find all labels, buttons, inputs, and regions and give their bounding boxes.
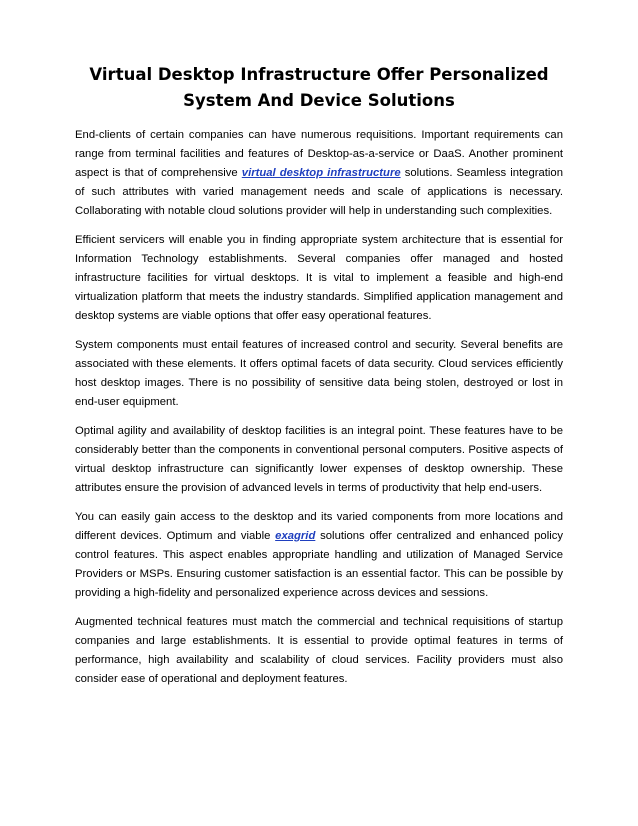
paragraph-6-text: Augmented technical features must match the commercial and technical requisitions of startup companies and large establishments. It is essential to provide optimal features in terms of performance, high availability and scalability of cloud services. Facility providers must also consider ease of operational and deployment features. [75, 616, 563, 685]
paragraph-1 [75, 126, 563, 221]
paragraph-5-text-b: solutions offer centralized and enhanced policy control features. This aspect enables appropriate handling and utilization of Managed Service Providers or MSPs. Ensuring customer satisfaction is an essential factor. This can be possible by providing a high-fidelity and personalized experience across devices and sessions. [75, 530, 564, 599]
paragraph-5 [75, 508, 563, 603]
paragraph-5-text-a: You can easily gain access to the desktop and its varied components from more locations and different devices. Optimum and viable [75, 511, 563, 542]
exagrid-link[interactable]: exagrid [275, 530, 316, 542]
virtual-desktop-infrastructure-link[interactable]: virtual desktop infrastructure [241, 167, 401, 179]
paragraph-1-text-a: End-clients of certain companies can have numerous requisitions. Important requirements can range from terminal facilities and features of Desktop-as-a-service or DaaS. Another prominent aspect is that of comprehensive [75, 129, 563, 179]
paragraph-4-text: Optimal agility and availability of desktop facilities is an integral point. These features have to be considerably better than the components in conventional personal computers. Positive aspects of virtual desktop infrastructure can significantly lower expenses of desktop ownership. These attributes ensure the provision of advanced levels in terms of productivity that help end-users. [75, 425, 563, 494]
paragraph-1-text-b: solutions. Seamless integration of such attributes with varied management needs and scale of applications is necessary. Collaborating with notable cloud solutions provider will help in understanding such complexities. [75, 167, 564, 217]
document-title: Virtual Desktop Infrastructure Offer Personalized System And Device Solutions [89, 65, 549, 110]
paragraph-2-text: Efficient servicers will enable you in finding appropriate system architecture that is essential for Information Technology establishments. Several companies offer managed and hosted infrastructure facilities for virtual desktops. It is vital to implement a feasible and high-end virtualization platform that meets the industry standards. Simplified application management and desktop systems are viable options that offer easy operational features. [75, 234, 563, 322]
paragraph-3-text: System components must entail features of increased control and security. Several benefits are associated with these elements. It offers optimal facets of data security. Cloud services efficiently host desktop images. There is no possibility of sensitive data being stolen, destroyed or lost in end-user equipment. [75, 339, 563, 408]
paragraph-2 [75, 231, 563, 326]
paragraph-3 [75, 336, 563, 412]
paragraph-4 [75, 422, 563, 498]
paragraph-6 [75, 613, 563, 689]
document-page [75, 62, 563, 699]
